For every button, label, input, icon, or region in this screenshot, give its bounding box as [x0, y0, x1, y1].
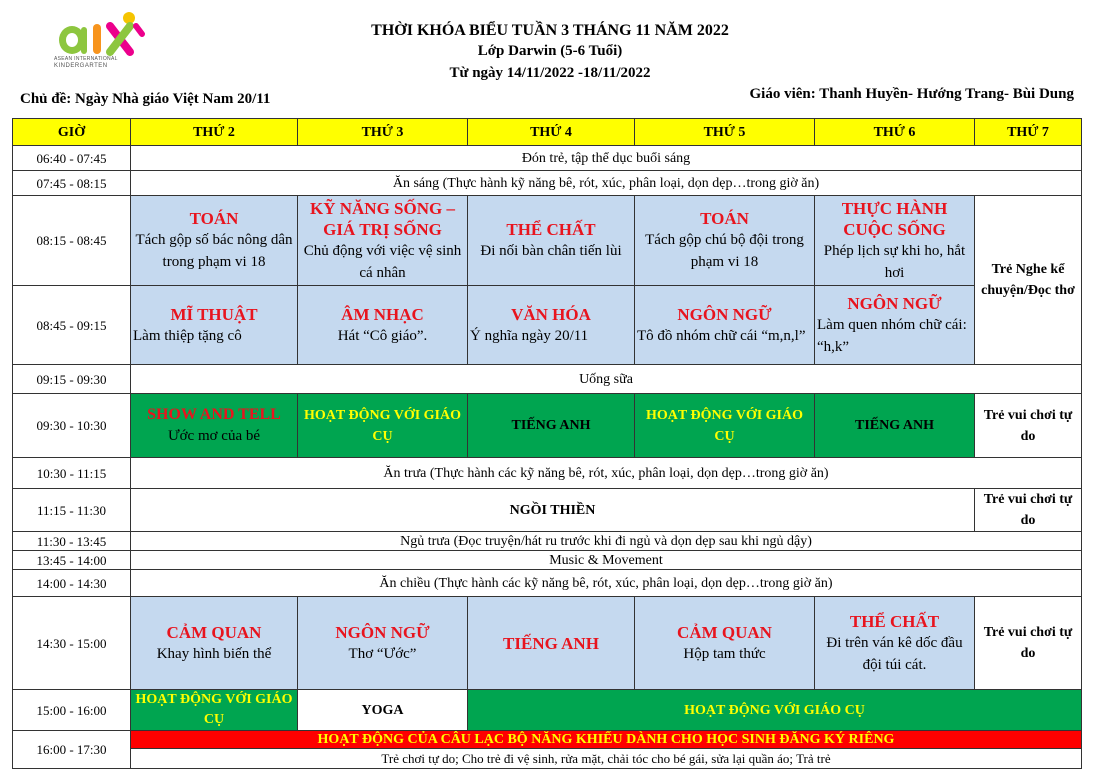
table-row: [13, 690, 1082, 731]
subject-label: THỂ CHẤT: [849, 611, 940, 631]
school-logo: [52, 10, 157, 72]
header-time: GIỜ: [13, 119, 131, 146]
activity-cell: Ăn trưa (Thực hành các kỹ năng bê, rót, xúc, phân loại, dọn dẹp…trong giờ ăn): [131, 458, 1082, 489]
lesson-cell: [468, 196, 635, 286]
time-cell: 11:15 - 11:30: [13, 489, 131, 532]
lesson-cell: [131, 286, 298, 365]
table-row: [13, 489, 1082, 532]
lesson-detail: Tách gộp chú bộ đội trong phạm vi 18: [645, 232, 804, 270]
activity-cell: Ăn sáng (Thực hành kỹ năng bê, rót, xúc, phân loại, dọn dẹp…trong giờ ăn): [131, 171, 1082, 196]
subject-label: TIẾNG ANH: [503, 633, 599, 653]
header-thu: THỨ 5: [635, 119, 815, 146]
lesson-detail: Hộp tam thức: [683, 645, 766, 662]
title-block: [300, 20, 800, 84]
table-row: [13, 551, 1082, 570]
table-row: [13, 171, 1082, 196]
activity-cell: Ngủ trưa (Đọc truyện/hát ru trước khi đi ngủ và dọn dẹp sau khi ngủ dậy): [131, 532, 1082, 551]
lesson-cell: [298, 286, 468, 365]
lesson-detail: Ước mơ của bé: [167, 428, 261, 444]
time-cell: 08:15 - 08:45: [13, 196, 131, 286]
header-sat: THỨ 7: [975, 119, 1082, 146]
subject-label: TOÁN: [700, 209, 749, 228]
subject-label: ÂM NHẠC: [341, 304, 424, 324]
lesson-cell: [468, 597, 635, 690]
subject-label: NGÔN NGỮ: [847, 293, 942, 313]
lesson-cell: [131, 597, 298, 690]
table-row: [13, 749, 1082, 769]
lesson-detail: Ý nghĩa ngày 20/11: [470, 327, 589, 344]
table-row: [13, 394, 1082, 458]
activity-cell: HOẠT ĐỘNG VỚI GIÁO CỤ: [131, 690, 298, 731]
activity-cell: TIẾNG ANH: [468, 394, 635, 458]
lesson-cell: [815, 597, 975, 690]
class-line: Lớp Darwin (5-6 Tuổi): [477, 43, 623, 59]
lesson-detail: Tô đồ nhóm chữ cái “m,n,l”: [637, 327, 806, 344]
table-row: [13, 532, 1082, 551]
lesson-detail: Thơ “Ước”: [348, 645, 417, 662]
date-range: Từ ngày 14/11/2022 -18/11/2022: [449, 65, 651, 81]
table-row: [13, 196, 1082, 286]
activity-cell: Đón trẻ, tập thể dục buổi sáng: [131, 146, 1082, 171]
lesson-cell: [815, 286, 975, 365]
time-cell: 14:30 - 15:00: [13, 597, 131, 690]
header-mon: THỨ 2: [131, 119, 298, 146]
timetable: [12, 118, 1082, 769]
time-cell: 09:30 - 10:30: [13, 394, 131, 458]
activity-cell: HOẠT ĐỘNG VỚI GIÁO CỤ: [468, 690, 1082, 731]
subject-label: NGÔN NGỮ: [677, 304, 772, 324]
time-cell: 06:40 - 07:45: [13, 146, 131, 171]
table-row: [13, 597, 1082, 690]
activity-cell: HOẠT ĐỘNG VỚI GIÁO CỤ: [635, 394, 815, 458]
lesson-detail: Phép lịch sự khi ho, hắt hơi: [823, 242, 966, 281]
page-title: THỜI KHÓA BIỂU TUẦN 3 THÁNG 11 NĂM 2022: [371, 22, 729, 39]
topic-label: Chủ đề: Ngày Nhà giáo Việt Nam 20/11: [20, 91, 271, 107]
subject-label: NGÔN NGỮ: [335, 622, 430, 642]
lesson-cell: [131, 196, 298, 286]
table-row: [13, 286, 1082, 365]
time-cell: 15:00 - 16:00: [13, 690, 131, 731]
header-row: [13, 119, 1082, 146]
subject-label: SHOW AND TELL: [147, 406, 281, 423]
lesson-cell: [298, 196, 468, 286]
lesson-cell: [468, 286, 635, 365]
subject-label: THỂ CHẤT: [506, 220, 596, 239]
activity-cell: Trẻ chơi tự do; Cho trẻ đi vệ sinh, rửa mặt, chải tóc cho bé gái, sửa lại quần áo; Trả trẻ: [131, 749, 1082, 769]
subject-label: THỰC HÀNH CUỘC SỐNG: [841, 198, 948, 239]
saturday-cell: Trẻ vui chơi tự do: [975, 489, 1082, 532]
time-cell: 07:45 - 08:15: [13, 171, 131, 196]
subject-label: VĂN HÓA: [511, 304, 591, 324]
lesson-detail: Làm thiệp tặng cô: [133, 327, 242, 344]
activity-cell: Uống sữa: [131, 365, 1082, 394]
header-tue: THỨ 3: [298, 119, 468, 146]
activity-cell: Ăn chiều (Thực hành các kỹ năng bê, rót, xúc, phân loại, dọn dẹp…trong giờ ăn): [131, 570, 1082, 597]
lesson-cell: [635, 597, 815, 690]
time-cell: 09:15 - 09:30: [13, 365, 131, 394]
logo-line2: KINDERGARTEN: [54, 63, 108, 69]
activity-cell: TIẾNG ANH: [815, 394, 975, 458]
lesson-cell: [815, 196, 975, 286]
subject-label: CẢM QUAN: [677, 622, 772, 642]
subject-label: TOÁN: [189, 209, 239, 228]
time-cell: 14:00 - 14:30: [13, 570, 131, 597]
saturday-cell: Trẻ Nghe kể chuyện/Đọc thơ: [975, 196, 1082, 365]
subject-label: KỸ NĂNG SỐNG – GIÁ TRỊ SỐNG: [310, 198, 455, 239]
lesson-cell: [635, 196, 815, 286]
time-cell: 16:00 - 17:30: [13, 731, 131, 769]
lesson-detail: Đi trên ván kê dốc đầu đội túi cát.: [826, 634, 963, 673]
header-fri: THỨ 6: [815, 119, 975, 146]
lesson-detail: Khay hình biến thể: [156, 645, 272, 662]
time-cell: 11:30 - 13:45: [13, 532, 131, 551]
subject-label: CẢM QUAN: [166, 622, 262, 642]
teachers-label: Giáo viên: Thanh Huyền- Hướng Trang- Bùi Dung: [749, 86, 1074, 102]
logo-line1: ASEAN INTERNATIONAL: [54, 56, 118, 62]
activity-cell: YOGA: [298, 690, 468, 731]
lesson-detail: Hát “Cô giáo”.: [337, 327, 428, 344]
table-row: [13, 458, 1082, 489]
activity-cell: NGỒI THIỀN: [131, 489, 975, 532]
saturday-cell: Trẻ vui chơi tự do: [975, 597, 1082, 690]
time-cell: 10:30 - 11:15: [13, 458, 131, 489]
activity-cell: HOẠT ĐỘNG VỚI GIÁO CỤ: [298, 394, 468, 458]
table-row: [13, 365, 1082, 394]
table-row: [13, 731, 1082, 749]
lesson-cell: [298, 597, 468, 690]
table-row: [13, 570, 1082, 597]
time-cell: 08:45 - 09:15: [13, 286, 131, 365]
club-banner: HOẠT ĐỘNG CỦA CÂU LẠC BỘ NĂNG KHIẾU DÀNH CHO HỌC SINH ĐĂNG KÝ RIÊNG: [131, 731, 1082, 749]
lesson-detail: Tách gộp số bác nông dân trong phạm vi 18: [135, 232, 293, 270]
lesson-detail: Làm quen nhóm chữ cái: “h,k”: [817, 316, 967, 355]
table-row: [13, 146, 1082, 171]
lesson-cell: [635, 286, 815, 365]
saturday-cell: Trẻ vui chơi tự do: [975, 394, 1082, 458]
subject-label: MĨ THUẬT: [170, 304, 258, 324]
lesson-detail: Đi nối bàn chân tiến lùi: [480, 243, 622, 259]
header-wed: THỨ 4: [468, 119, 635, 146]
time-cell: 13:45 - 14:00: [13, 551, 131, 570]
lesson-detail: Chủ động với việc vệ sinh cá nhân: [303, 242, 462, 281]
lesson-cell: [131, 394, 298, 458]
activity-cell: Music & Movement: [131, 551, 1082, 570]
